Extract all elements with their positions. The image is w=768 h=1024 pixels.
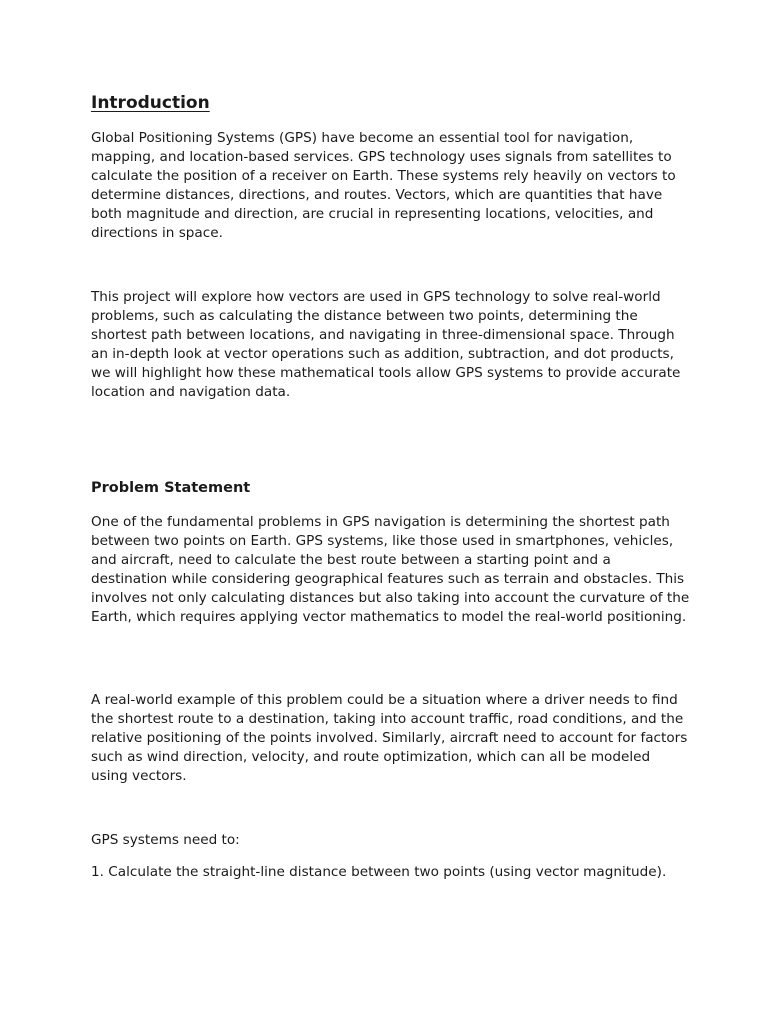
list-item-1: 1. Calculate the straight-line distance between two points (using vector magnitude). <box>91 864 667 880</box>
introduction-section <box>91 92 691 114</box>
problem-statement-heading: Problem Statement <box>91 480 251 496</box>
problem-paragraph-1-block <box>91 513 691 627</box>
list-block <box>91 863 711 882</box>
list-intro: GPS systems need to: <box>91 832 240 848</box>
introduction-paragraph-1: Global Positioning Systems (GPS) have become an essential tool for navigation, mapping, and location-based services. GPS technology uses signals from satellites to calculate the position of a receiver on Earth. These systems rely heavily on vectors to determine distances, directions, and routes. Vectors, which are quantities that have both magnitude and direction, are crucial in representing locations, velocities, and directions in space. <box>91 130 676 241</box>
introduction-paragraph-1-block <box>91 129 691 243</box>
problem-paragraph-2: A real-world example of this problem could be a situation where a driver needs to find the shortest route to a destination, taking into account traffic, road conditions, and the relative positioning of the points involved. Similarly, aircraft need to account for factors such as wind direction, velocity, and route optimization, which can all be modeled using vectors. <box>91 692 688 784</box>
introduction-heading: Introduction <box>91 93 210 113</box>
introduction-paragraph-2-block <box>91 288 691 402</box>
problem-statement-section <box>91 478 691 498</box>
problem-paragraph-2-block <box>91 691 691 786</box>
introduction-paragraph-2: This project will explore how vectors are used in GPS technology to solve real-world problems, such as calculating the distance between two points, determining the shortest path between locations, and navigating in three-dimensional space. Through an in-depth look at vector operations such as addition, subtraction, and dot products, we will highlight how these mathematical tools allow GPS systems to provide accurate location and navigation data. <box>91 289 681 400</box>
list-intro-block <box>91 831 691 850</box>
problem-paragraph-1: One of the fundamental problems in GPS navigation is determining the shortest path between two points on Earth. GPS systems, like those used in smartphones, vehicles, and aircraft, need to calculate the best route between a starting point and a destination while considering geographical features such as terrain and obstacles. This involves not only calculating distances but also taking into account the curvature of the Earth, which requires applying vector mathematics to model the real-world positioning. <box>91 514 690 625</box>
